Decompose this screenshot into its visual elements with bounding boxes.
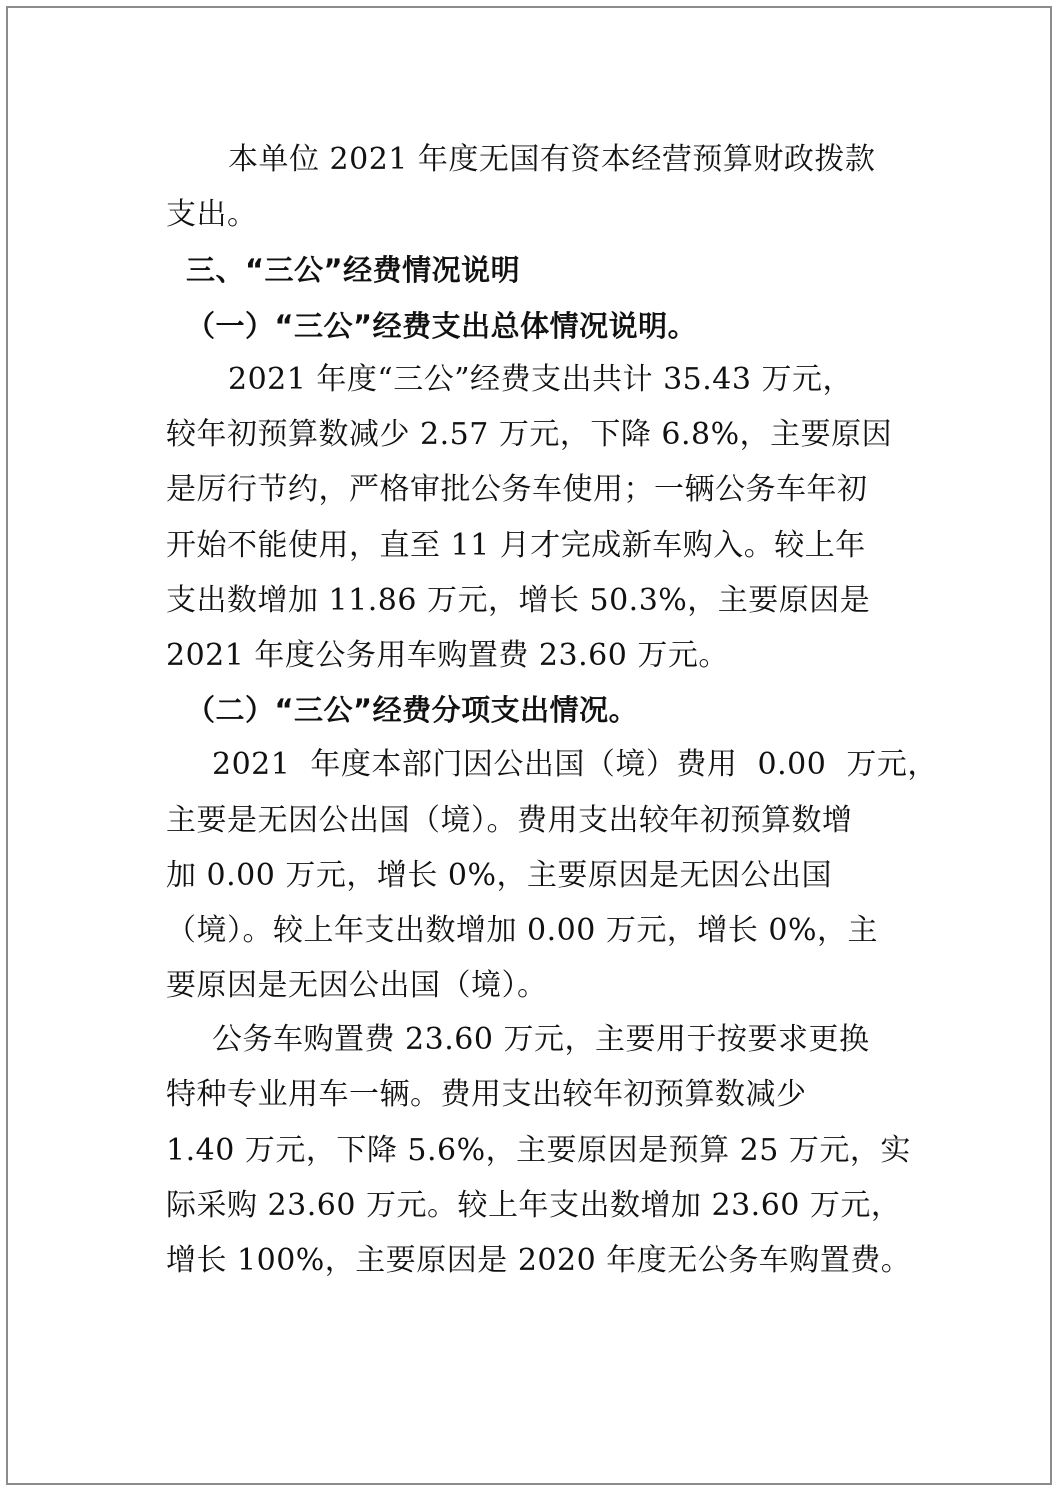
paragraph-line: 是厉行节约，严格审批公务车使用；一辆公务车年初 xyxy=(166,472,868,507)
paragraph-line: 支出数增加 11.86 万元，增长 50.3%，主要原因是 xyxy=(166,583,871,618)
paragraph-line: 较年初预算数减少 2.57 万元，下降 6.8%，主要原因 xyxy=(166,417,893,452)
paragraph-line: 2021 年度“三公”经费支出共计 35.43 万元， xyxy=(228,362,854,397)
paragraph-line: （境）。较上年支出数增加 0.00 万元，增长 0%，主 xyxy=(166,913,878,948)
paragraph-line: 加 0.00 万元，增长 0%，主要原因是无因公出国 xyxy=(166,858,832,893)
paragraph-line: 2021 年度公务用车购置费 23.60 万元。 xyxy=(166,638,729,673)
paragraph-line: 增长 100%，主要原因是 2020 年度无公务车购置费。 xyxy=(166,1243,912,1278)
paragraph-line: 支出。 xyxy=(166,197,258,232)
paragraph-line: 要原因是无因公出国（境）。 xyxy=(166,968,548,1003)
paragraph-line: 开始不能使用，直至 11 月才完成新车购入。较上年 xyxy=(166,528,866,563)
paragraph-line: 2021 年度本部门因公出国（境）费用 0.00 万元， xyxy=(212,747,938,782)
paragraph-line: 本单位 2021 年度无国有资本经营预算财政拨款 xyxy=(228,142,876,177)
section-heading: 三、“三公”经费情况说明 xyxy=(186,253,521,287)
subsection-heading: （二）“三公”经费分项支出情况。 xyxy=(186,693,639,727)
paragraph-line: 主要是无因公出国（境）。费用支出较年初预算数增 xyxy=(166,803,853,838)
subsection-heading: （一）“三公”经费支出总体情况说明。 xyxy=(186,309,698,343)
paragraph-line: 际采购 23.60 万元。较上年支出数增加 23.60 万元， xyxy=(166,1188,902,1223)
paragraph-line: 特种专业用车一辆。费用支出较年初预算数减少 xyxy=(166,1077,807,1112)
paragraph-line: 公务车购置费 23.60 万元，主要用于按要求更换 xyxy=(212,1022,870,1057)
paragraph-line: 1.40 万元，下降 5.6%，主要原因是预算 25 万元，实 xyxy=(166,1133,911,1168)
